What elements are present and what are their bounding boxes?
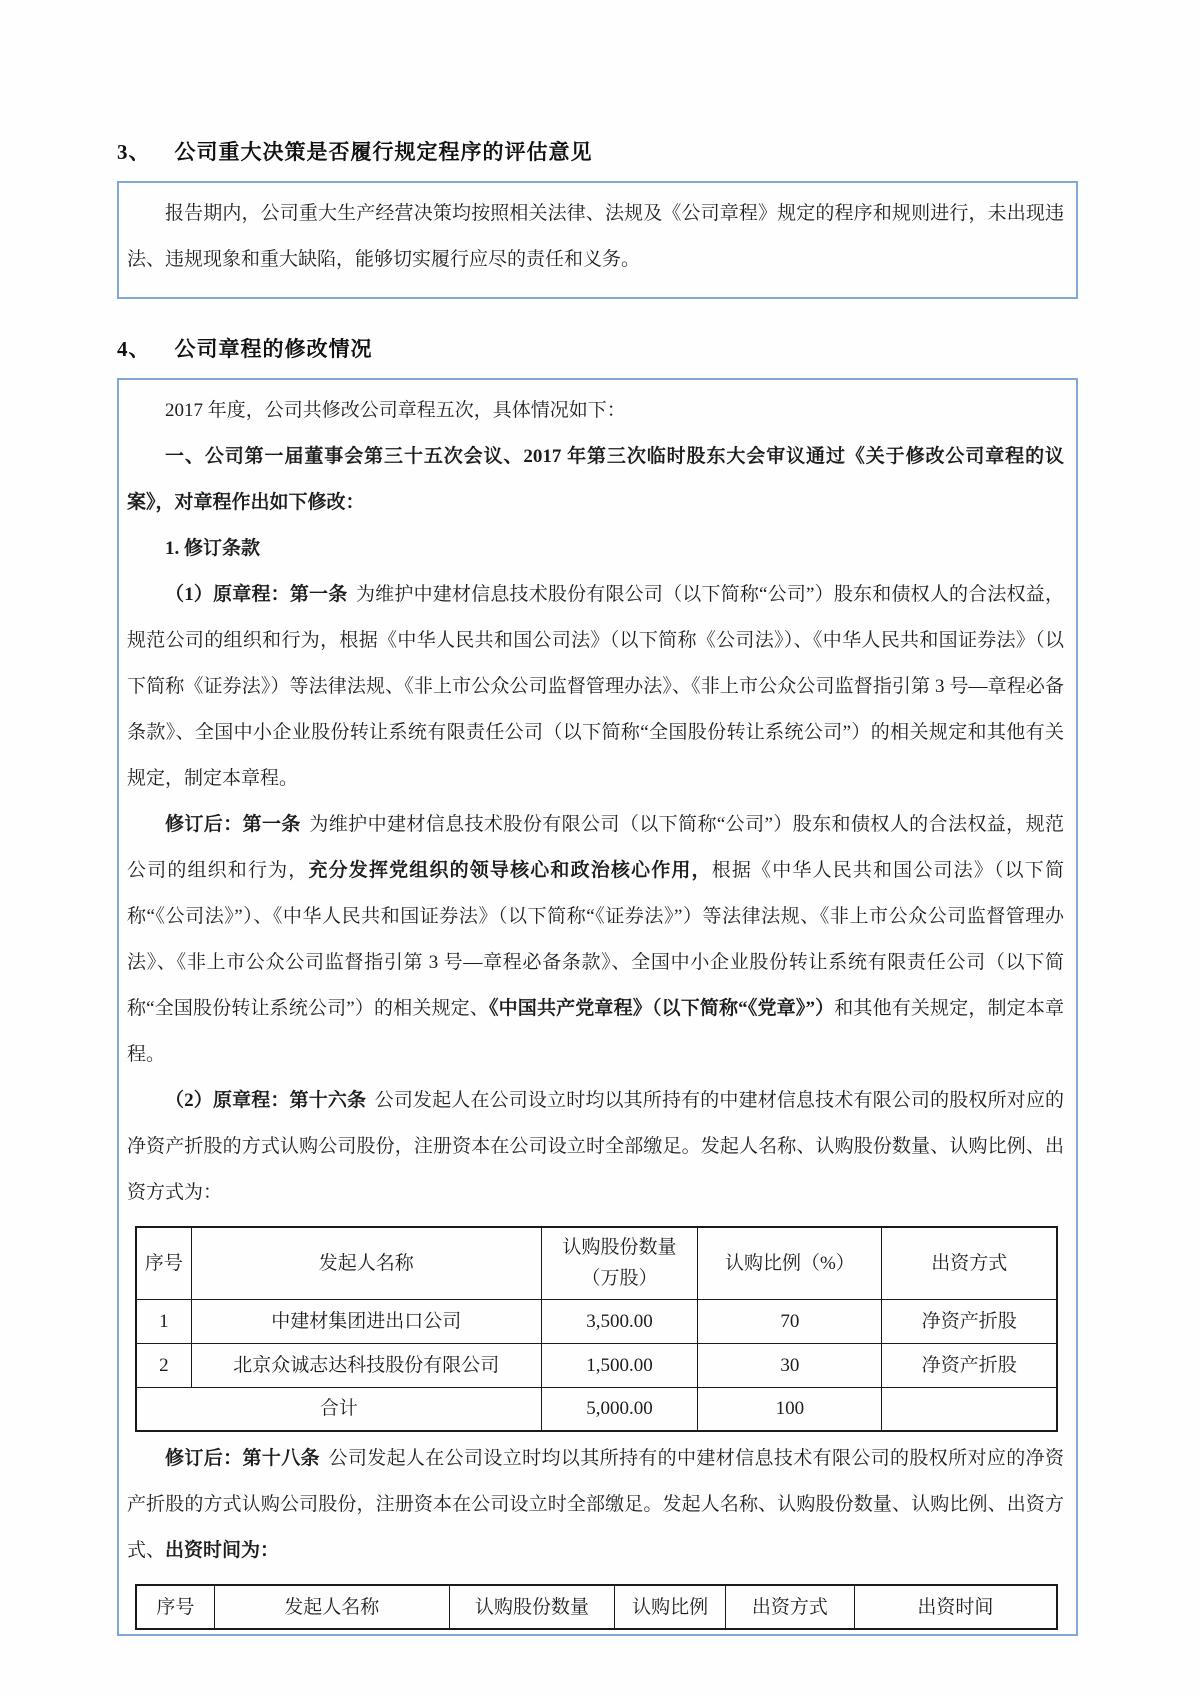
table-header-row [136,1585,1057,1629]
section-3-body: 报告期内，公司重大生产经营决策均按照相关法律、法规及《公司章程》规定的程序和规则进行，未出现违法、违规现象和重大缺陷，能够切实履行应尽的责任和义务。 [127,203,1064,270]
text-segment-bold: 充分发挥党组织的领导核心和政治核心作用， [308,860,712,881]
table-header-cell-no: 序号 [136,1585,214,1629]
cell-total-label: 合计 [136,1387,541,1431]
cell-ratio: 70 [698,1299,882,1343]
table-header-cell-name: 发起人名称 [214,1585,449,1629]
table-row [136,1299,1057,1343]
cell-method: 净资产折股 [882,1343,1057,1387]
text-segment: 公司发起人在公司设立时均以其所持有的中建材信息技术有限公司的股权所对应的净资产折股的方式认购公司股份，注册资本在公司设立时全部缴足。发起人名称、认购股份数量、认购比例、出资方式为： [127,1090,1064,1203]
cell-no: 1 [136,1299,191,1343]
cell-founder-name: 北京众诚志达科技股份有限公司 [191,1343,541,1387]
paragraph-revision-clause-title: 1. 修订条款 [165,538,261,559]
founders-table-revised [135,1584,1058,1630]
paragraph-revised-article-1 [127,802,1064,1078]
section-4-heading [117,333,1078,363]
text-segment: 公司发起人在公司设立时均以其所持有的中建材信息技术有限公司的股权所对应的净资产折股的方式认购公司股份，注册资本在公司设立时全部缴足。发起人名称、认购股份数量、认购比例、出资方式、 [127,1448,1064,1562]
cell-founder-name: 中建材集团进出口公司 [191,1299,541,1343]
text-segment-lead: （2）原章程：第十六条 [165,1090,367,1111]
section-3-number: 3、 [117,140,151,164]
section-4-box [117,378,1078,1636]
paragraph-meeting-resolution: 一、公司第一届董事会第三十五次会议、2017 年第三次临时股东大会审议通过《关于修改公司章程的议案》，对章程作出如下修改： [127,446,1064,513]
table-header-cell-time: 出资时间 [854,1585,1057,1629]
table-header-cell-name: 发起人名称 [191,1227,541,1299]
text-segment: 为维护中建材信息技术股份有限公司（以下简称“公司”）股东和债权人的合法权益，规范公司的组织和行为， [127,814,1064,881]
section-4-number: 4、 [117,337,151,361]
text-segment: 为维护中建材信息技术股份有限公司（以下简称“公司”）股东和债权人的合法权益，规范公司的组织和行为，根据《中华人民共和国公司法》（以下简称《公司法》）、《中华人民共和国证券法》（以下简称《证券法》）等法律法规、《非上市公众公司监督管理办法》、《非上市公众公司监督指引第 3 号—章程必备条款》、全国中小企业股份转让系统有限责任公司（以下简称“全国股份转让系统公司”）的相关规定和其他有关规定，制定本章程。 [127,584,1064,789]
section-4-title: 公司章程的修改情况 [174,337,373,361]
table-header-row [136,1227,1057,1299]
document-content [117,136,1078,1636]
text-segment-lead: 修订后：第一条 [165,814,301,835]
text-segment-bold: 出资时间为： [165,1540,280,1562]
paragraph-overview: 2017 年度，公司共修改公司章程五次，具体情况如下： [165,400,626,421]
cell-shares: 3,500.00 [541,1299,698,1343]
section-3-title: 公司重大决策是否履行规定程序的评估意见 [174,140,593,164]
section-3-heading [117,136,1078,166]
cell-total-shares: 5,000.00 [541,1387,698,1431]
founders-table-original [135,1226,1058,1432]
table-header-cell-shares: 认购股份数量（万股） [541,1227,698,1299]
table-header-cell-method: 出资方式 [725,1585,854,1629]
table-header-cell-no: 序号 [136,1227,191,1299]
text-segment: 根据《中华人民共和国公司法》（以下简称“《公司法》”）、《中华人民共和国证券法》（以下简称“《证券法》”）等法律法规、《非上市公众公司监督管理办法》、《非上市公众公司监督指引第 3 号—章程必备条款》、全国中小企业股份转让系统有限责任公司（以下简称“全国股份转让系统公司”）的相关规定、 [127,860,1064,1019]
cell-ratio: 30 [698,1343,882,1387]
table-header-cell-ratio: 认购比例（%） [698,1227,882,1299]
text-segment: 和其他有关规定，制定本章程。 [127,998,1064,1065]
cell-shares: 1,500.00 [541,1343,698,1387]
table-header-cell-method: 出资方式 [882,1227,1057,1299]
cell-method: 净资产折股 [882,1299,1057,1343]
cell-no: 2 [136,1343,191,1387]
paragraph-revised-article-18 [127,1436,1064,1574]
section-3-box [117,181,1078,299]
paragraph-original-article-1 [127,572,1064,802]
text-segment-lead: （1）原章程：第一条 [165,584,348,605]
table-total-row [136,1387,1057,1431]
cell-total-method [882,1387,1057,1431]
table-header-cell-shares: 认购股份数量 [449,1585,615,1629]
cell-total-ratio: 100 [698,1387,882,1431]
table-header-cell-ratio: 认购比例 [615,1585,726,1629]
text-segment-lead: 修订后：第十八条 [165,1448,320,1470]
paragraph-original-article-16 [127,1078,1064,1216]
text-segment-bold: 《中国共产党章程》（以下简称“《党章》”） [488,998,835,1019]
table-row [136,1343,1057,1387]
